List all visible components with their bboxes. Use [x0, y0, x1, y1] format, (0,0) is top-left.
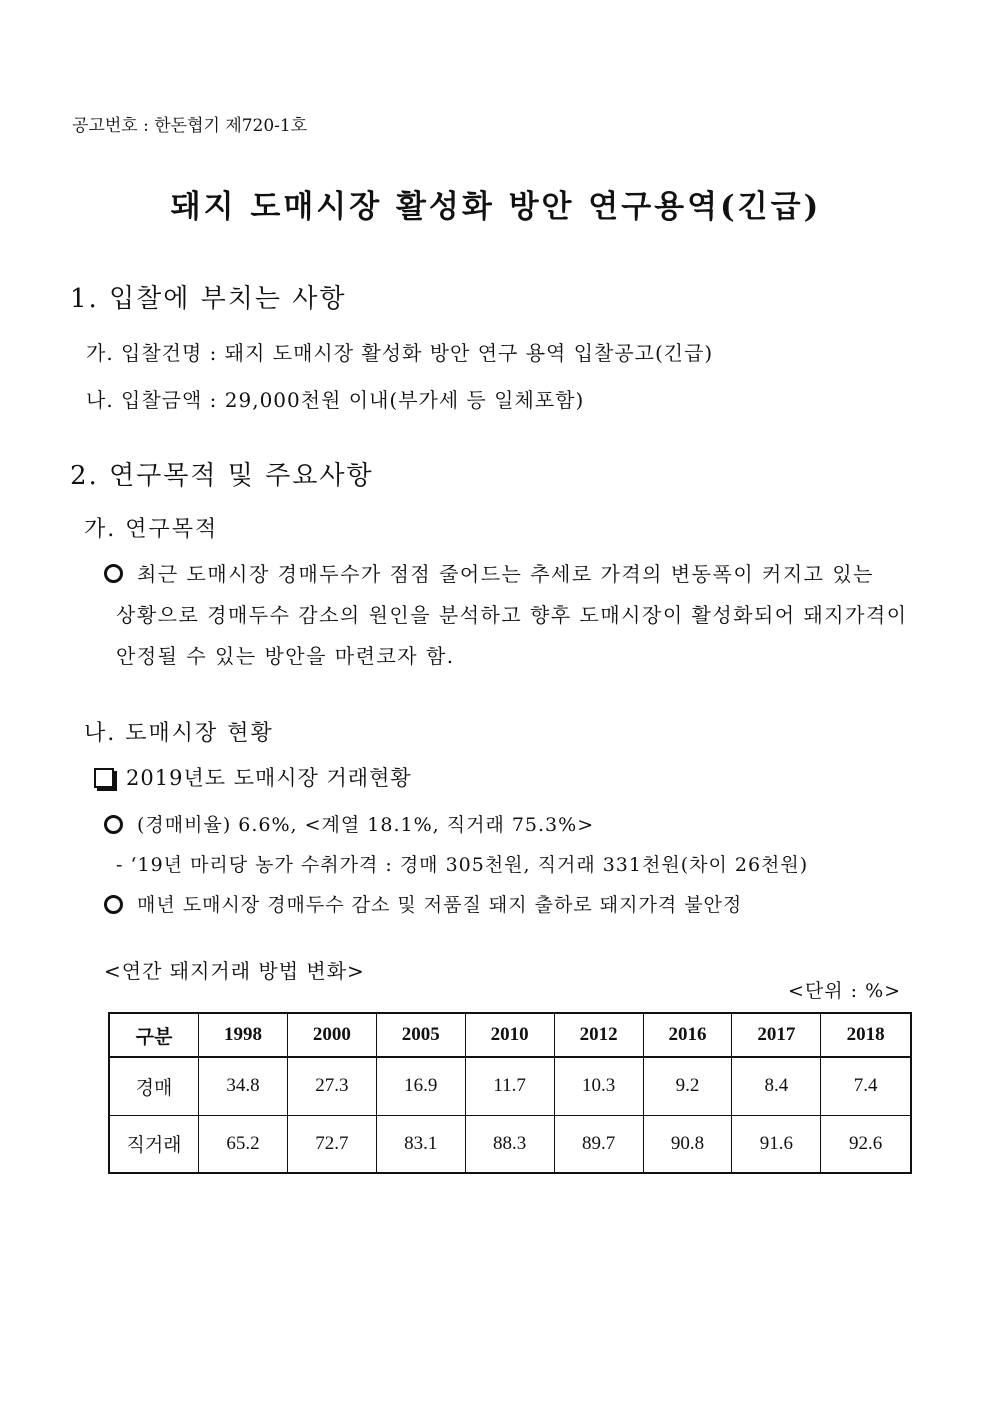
- circle-bullet-icon: [104, 815, 123, 834]
- table-cell: 11.7: [465, 1057, 554, 1115]
- table-cell: 90.8: [643, 1115, 732, 1173]
- header-cell: 2018: [821, 1013, 911, 1057]
- table-cell: 16.9: [376, 1057, 465, 1115]
- purpose-paragraph-line-3: 안정될 수 있는 방안을 마련코자 함.: [116, 644, 455, 668]
- bid-amount-item: 나. 입찰금액 : 29,000천원 이내(부가세 등 일체포함): [86, 388, 585, 412]
- bid-name-item: 가. 입찰건명 : 돼지 도매시장 활성화 방안 연구 용역 입찰공고(긴급): [86, 341, 714, 365]
- status-box-title: [94, 762, 412, 792]
- table-cell: 88.3: [465, 1115, 554, 1173]
- header-cell: 2017: [732, 1013, 821, 1057]
- table-cell: 34.8: [199, 1057, 288, 1115]
- table-cell: 65.2: [199, 1115, 288, 1173]
- header-cell: 2012: [554, 1013, 643, 1057]
- status-bullet-1-text: (경매비율) 6.6%, <계열 18.1%, 직거래 75.3%>: [137, 814, 595, 836]
- table-cell: 91.6: [732, 1115, 821, 1173]
- row-label-cell: 직거래: [109, 1115, 199, 1173]
- table-cell: 27.3: [287, 1057, 376, 1115]
- header-cell: 1998: [199, 1013, 288, 1057]
- table-unit: <단위 : %>: [788, 980, 902, 1002]
- purpose-heading: 가. 연구목적: [84, 517, 219, 542]
- purpose-text-1: 최근 도매시장 경매두수가 점점 줄어드는 추세로 가격의 변동폭이 커지고 있는: [137, 562, 874, 586]
- table-cell: 72.7: [287, 1115, 376, 1173]
- table-cell: 9.2: [643, 1057, 732, 1115]
- section-1-heading: 1. 입찰에 부치는 사항: [70, 284, 347, 314]
- table-cell: 92.6: [821, 1115, 911, 1173]
- table-cell: 89.7: [554, 1115, 643, 1173]
- square-box-icon: [94, 768, 114, 788]
- circle-bullet-icon: [104, 564, 123, 583]
- section-2-heading: 2. 연구목적 및 주요사항: [70, 461, 374, 491]
- status-bullet-3: [104, 890, 742, 917]
- purpose-paragraph-line-1: [104, 558, 874, 587]
- trade-method-table: [108, 1012, 912, 1174]
- header-cell: 2000: [287, 1013, 376, 1057]
- table-row: [109, 1057, 911, 1115]
- header-cell: 2005: [376, 1013, 465, 1057]
- document-title: 돼지 도매시장 활성화 방안 연구용역(긴급): [170, 189, 822, 225]
- table-caption: <연간 돼지거래 방법 변화>: [104, 959, 365, 983]
- table-cell: 10.3: [554, 1057, 643, 1115]
- table-cell: 83.1: [376, 1115, 465, 1173]
- status-bullet-1: [104, 810, 594, 837]
- header-cell: 구분: [109, 1013, 199, 1057]
- notice-number: 공고번호 : 한돈협기 제720-1호: [72, 116, 308, 136]
- status-heading: 나. 도매시장 현황: [84, 721, 274, 746]
- table-cell: 7.4: [821, 1057, 911, 1115]
- header-cell: 2010: [465, 1013, 554, 1057]
- circle-bullet-icon: [104, 895, 123, 914]
- purpose-paragraph-line-2: 상황으로 경매두수 감소의 원인을 분석하고 향후 도매시장이 활성화되어 돼지가격이: [116, 603, 908, 627]
- status-bullet-3-text: 매년 도매시장 경매두수 감소 및 저품질 돼지 출하로 돼지가격 불안정: [137, 894, 743, 916]
- row-label-cell: 경매: [109, 1057, 199, 1115]
- box-title-text: 2019년도 도매시장 거래현황: [126, 766, 412, 790]
- table-header-row: [109, 1013, 911, 1057]
- table-cell: 8.4: [732, 1057, 821, 1115]
- status-bullet-2: - ‘19년 마리당 농가 수취가격 : 경매 305천원, 직거래 331천원(차이 26천원): [116, 854, 809, 876]
- header-cell: 2016: [643, 1013, 732, 1057]
- table-row: [109, 1115, 911, 1173]
